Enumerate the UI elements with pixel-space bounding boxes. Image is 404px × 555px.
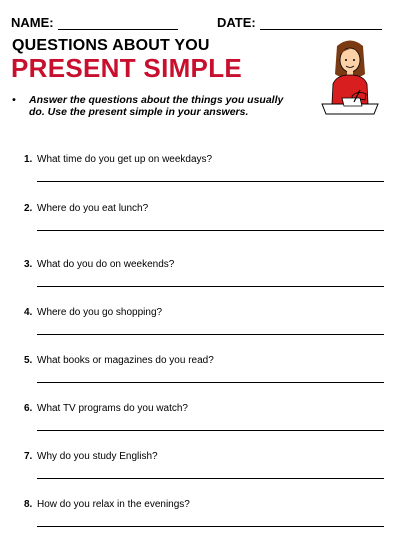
question-item xyxy=(24,355,384,366)
question-item xyxy=(24,154,384,165)
question-text: What books or magazines do you read? xyxy=(37,355,214,366)
instructions xyxy=(12,94,302,118)
question-item xyxy=(24,451,384,462)
question-item xyxy=(24,203,384,214)
worksheet-title: PRESENT SIMPLE xyxy=(11,53,243,83)
question-item xyxy=(24,307,384,318)
date-label: DATE: xyxy=(217,15,256,30)
answer-line[interactable] xyxy=(37,382,384,383)
question-number: 6. xyxy=(24,403,33,414)
question-text: Where do you eat lunch? xyxy=(37,203,149,214)
name-label: NAME: xyxy=(11,15,54,30)
question-number: 7. xyxy=(24,451,33,462)
question-text: What TV programs do you watch? xyxy=(37,403,188,414)
question-number: 4. xyxy=(24,307,33,318)
question-number: 3. xyxy=(24,259,33,270)
question-number: 8. xyxy=(24,499,33,510)
bullet-icon: • xyxy=(12,94,16,106)
name-field[interactable] xyxy=(11,15,178,30)
instructions-text: Answer the questions about the things you usually do. Use the present simple in your answers. xyxy=(29,94,284,118)
worksheet-subtitle: QUESTIONS ABOUT YOU xyxy=(12,37,210,54)
answer-line[interactable] xyxy=(37,526,384,527)
question-number: 5. xyxy=(24,355,33,366)
date-field[interactable] xyxy=(217,15,382,30)
answer-line[interactable] xyxy=(37,181,384,182)
answer-line[interactable] xyxy=(37,430,384,431)
question-text: What do you do on weekends? xyxy=(37,259,175,270)
question-number: 1. xyxy=(24,154,33,165)
question-text: Where do you go shopping? xyxy=(37,307,163,318)
question-text: Why do you study English? xyxy=(37,451,158,462)
date-line xyxy=(260,17,382,30)
student-writing-icon xyxy=(320,38,380,124)
answer-line[interactable] xyxy=(37,230,384,231)
question-item xyxy=(24,499,384,510)
question-number: 2. xyxy=(24,203,33,214)
question-text: How do you relax in the evenings? xyxy=(37,499,190,510)
question-text: What time do you get up on weekdays? xyxy=(37,154,213,165)
question-item xyxy=(24,403,384,414)
answer-line[interactable] xyxy=(37,286,384,287)
question-item xyxy=(24,259,384,270)
answer-line[interactable] xyxy=(37,478,384,479)
answer-line[interactable] xyxy=(37,334,384,335)
name-line xyxy=(58,17,178,30)
